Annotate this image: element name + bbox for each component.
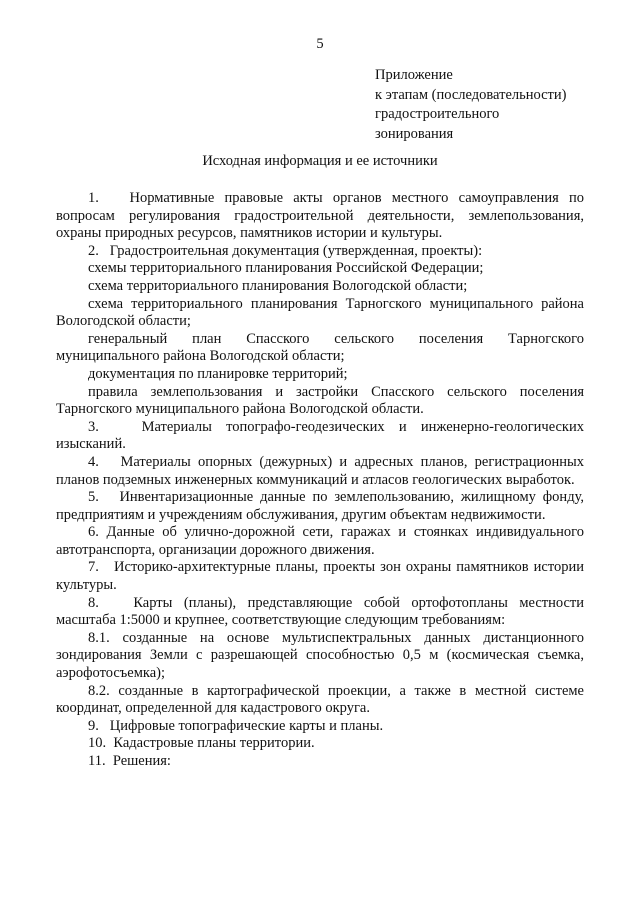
document-title: Исходная информация и ее источники	[202, 153, 438, 169]
paragraph-5: 5. Инвентаризационные данные по землепользованию, жилищному фонду, предприятиям и учреждениям обслуживания, другим объектам недвижимости.	[56, 489, 584, 523]
list-item: генеральный план Спасского сельского поселения Тарногского муниципального района Вологодской области;	[56, 330, 584, 365]
document-body	[56, 190, 584, 771]
appendix-line: к этапам (последовательности)	[375, 86, 567, 103]
paragraph-4: 4. Материалы опорных (дежурных) и адресных планов, регистрационных планов подземных инженерных коммуникаций и атласов геологических выработок.	[56, 453, 584, 488]
list-item: правила землепользования и застройки Спасского сельского поселения Тарногского муниципального района Вологодской области.	[56, 383, 584, 418]
appendix-note	[375, 66, 625, 144]
paragraph-3: 3. Материалы топографо-геодезических и инженерно-геологических изысканий.	[56, 418, 584, 453]
list-item: схема территориального планирования Тарногского муниципального района Вологодской области;	[56, 295, 584, 330]
paragraph-6: 6. Данные об улично-дорожной сети, гаражах и стоянках индивидуального автотранспорта, организации дорожного движения.	[56, 524, 584, 558]
paragraph-2: 2. Градостроительная документация (утвержденная, проекты):	[88, 242, 483, 259]
appendix-line: Приложение	[375, 67, 453, 83]
paragraph-11: 11. Решения:	[88, 753, 171, 769]
paragraph-8-2: 8.2. созданные в картографической проекции, а также в местной системе координат, определенной для кадастрового округа.	[56, 682, 584, 717]
paragraph-8: 8. Карты (планы), представляющие собой ортофотопланы местности масштаба 1:5000 и крупнее, соответствующие следующим требованиям:	[56, 594, 584, 629]
paragraph-1: 1. Нормативные правовые акты органов местного самоуправления по вопросам регулирования градостроительной деятельности, землепользования, охраны природных ресурсов, памятников истории и культуры.	[56, 190, 584, 242]
appendix-line: зонирования	[375, 125, 454, 142]
paragraph-9: 9. Цифровые топографические карты и планы.	[88, 717, 384, 734]
paragraph-8-1: 8.1. созданные на основе мультиспектральных данных дистанционного зондирования Земли с разрешающей способностью 0,5 м (космическая съемка, аэрофотосъемка);	[56, 629, 584, 682]
paragraph-7: 7. Историко-архитектурные планы, проекты зон охраны памятников истории культуры.	[56, 559, 584, 594]
list-item: схемы территориального планирования Российской Федерации;	[88, 260, 484, 277]
list-item: документация по планировке территорий;	[88, 365, 348, 382]
page-number: 5	[316, 36, 324, 52]
paragraph-10: 10. Кадастровые планы территории.	[88, 735, 315, 752]
appendix-line: градостроительного	[375, 106, 500, 122]
list-item: схема территориального планирования Вологодской области;	[88, 277, 468, 294]
